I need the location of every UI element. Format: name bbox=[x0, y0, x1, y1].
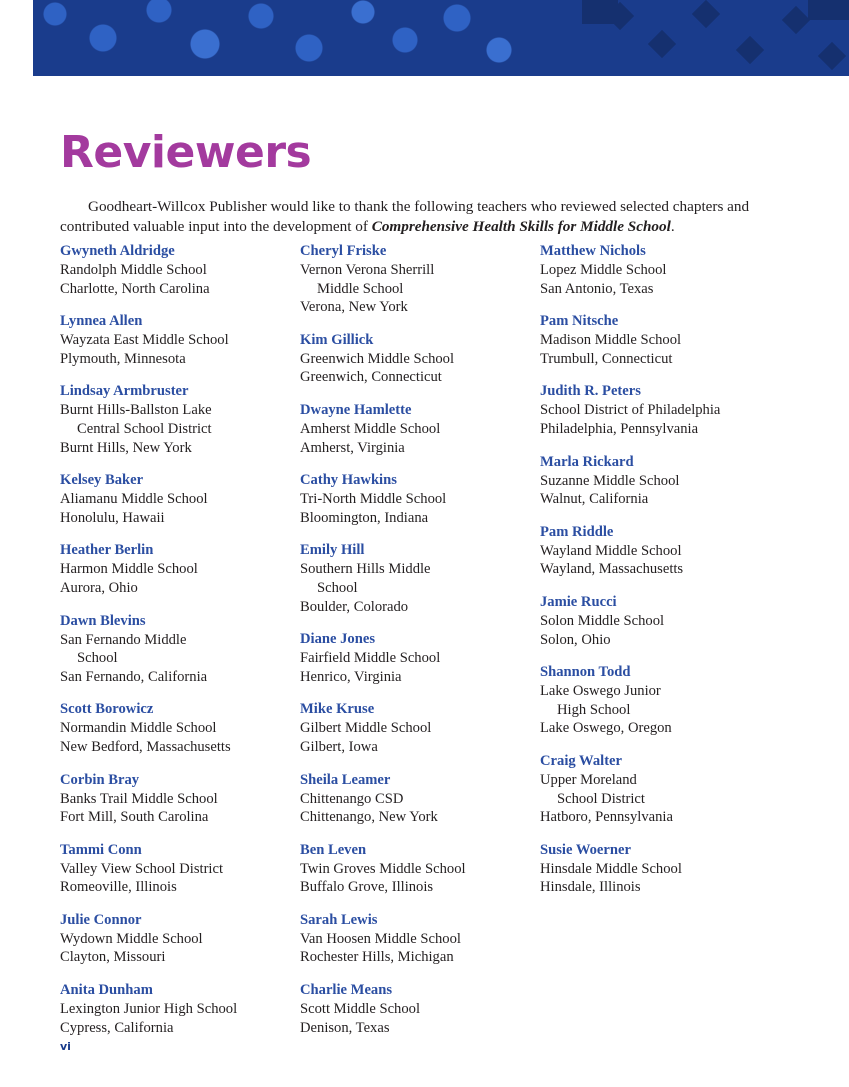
reviewer-affiliation-line: Buffalo Grove, Illinois bbox=[300, 879, 434, 896]
header-band-left-margin bbox=[0, 0, 33, 76]
page-number: vi bbox=[60, 1040, 71, 1053]
reviewer-entry bbox=[60, 242, 300, 298]
reviewer-entry bbox=[60, 541, 300, 597]
page-title: Reviewers bbox=[60, 127, 312, 179]
reviewer-name: Diane Jones bbox=[300, 631, 375, 648]
reviewer-affiliation-line: Valley View School District bbox=[60, 860, 224, 877]
reviewer-affiliation-line: Clayton, Missouri bbox=[60, 949, 166, 966]
reviewer-affiliation-line: Madison Middle School bbox=[540, 332, 682, 349]
reviewer-name: Shannon Todd bbox=[540, 664, 631, 681]
reviewer-name: Heather Berlin bbox=[60, 542, 154, 559]
reviewer-affiliation-line: Henrico, Virginia bbox=[300, 668, 402, 685]
reviewer-name: Sheila Leamer bbox=[300, 771, 391, 788]
reviewer-affiliation-line: Aliamanu Middle School bbox=[60, 491, 208, 508]
reviewer-name: Cheryl Friske bbox=[300, 243, 387, 259]
reviewer-name: Dawn Blevins bbox=[60, 612, 146, 629]
reviewer-entry bbox=[540, 312, 780, 368]
reviewer-entry bbox=[540, 752, 780, 827]
reviewer-affiliation-line: Philadelphia, Pennsylvania bbox=[540, 420, 699, 437]
reviewer-affiliation-line: Hinsdale Middle School bbox=[540, 860, 682, 877]
reviewer-name: Marla Rickard bbox=[540, 453, 634, 470]
reviewer-affiliation-line: Suzanne Middle School bbox=[540, 472, 680, 489]
reviewer-affiliation-line: San Fernando Middle bbox=[60, 631, 187, 648]
reviewer-name: Susie Woerner bbox=[540, 841, 631, 858]
reviewer-affiliation-line: Trumbull, Connecticut bbox=[540, 350, 673, 367]
reviewer-affiliation-line: San Antonio, Texas bbox=[540, 280, 654, 297]
reviewer-affiliation-line: Lake Oswego, Oregon bbox=[540, 720, 672, 737]
reviewer-name: Ben Leven bbox=[300, 841, 367, 858]
reviewer-affiliation-line: Upper Moreland bbox=[540, 771, 637, 788]
reviewer-affiliation-line: School bbox=[317, 579, 358, 596]
reviewer-entry bbox=[300, 242, 540, 317]
reviewer-affiliation-line: Bloomington, Indiana bbox=[300, 509, 429, 526]
reviewer-affiliation-line: Greenwich, Connecticut bbox=[300, 369, 442, 386]
header-block-2 bbox=[808, 0, 849, 20]
reviewer-column bbox=[300, 242, 540, 1051]
reviewer-affiliation-line: School bbox=[77, 650, 118, 667]
reviewer-entry bbox=[300, 541, 540, 616]
reviewer-entry bbox=[540, 453, 780, 509]
reviewer-affiliation-line: Solon, Ohio bbox=[540, 631, 611, 648]
reviewer-affiliation-line: Wayland, Massachusetts bbox=[540, 561, 684, 578]
reviewer-affiliation-line: Verona, New York bbox=[300, 299, 408, 316]
reviewer-affiliation-line: Solon Middle School bbox=[540, 612, 665, 629]
reviewer-affiliation-line: Banks Trail Middle School bbox=[60, 790, 218, 807]
reviewer-entry bbox=[540, 382, 780, 438]
reviewer-entry bbox=[540, 242, 780, 298]
reviewer-affiliation-line: Boulder, Colorado bbox=[300, 598, 409, 615]
reviewer-affiliation-line: Amherst Middle School bbox=[300, 420, 441, 437]
reviewer-entry bbox=[60, 841, 300, 897]
reviewer-affiliation-line: Harmon Middle School bbox=[60, 561, 198, 578]
reviewer-entry bbox=[540, 593, 780, 649]
reviewer-entry bbox=[300, 771, 540, 827]
reviewer-entry bbox=[300, 630, 540, 686]
reviewer-affiliation-line: Middle School bbox=[317, 280, 404, 297]
reviewer-name: Cathy Hawkins bbox=[300, 472, 397, 489]
reviewer-name: Scott Borowicz bbox=[60, 701, 154, 718]
reviewer-affiliation-line: Lake Oswego Junior bbox=[540, 683, 661, 700]
reviewer-affiliation-line: Walnut, California bbox=[540, 491, 649, 508]
reviewer-name: Lindsay Armbruster bbox=[60, 383, 189, 400]
reviewer-affiliation-line: Burnt Hills-Ballston Lake bbox=[60, 402, 212, 419]
reviewer-entry bbox=[540, 523, 780, 579]
reviewer-affiliation-line: Central School District bbox=[77, 420, 212, 437]
reviewer-column bbox=[540, 242, 780, 1051]
reviewer-affiliation-line: Charlotte, North Carolina bbox=[60, 280, 210, 297]
reviewer-name: Lynnea Allen bbox=[60, 313, 143, 330]
reviewer-affiliation-line: Scott Middle School bbox=[300, 1001, 420, 1018]
reviewer-affiliation-line: Hatboro, Pennsylvania bbox=[540, 809, 673, 826]
reviewer-entry bbox=[300, 331, 540, 387]
reviewer-affiliation-line: Van Hoosen Middle School bbox=[300, 930, 461, 947]
reviewer-affiliation-line: Wayzata East Middle School bbox=[60, 332, 229, 349]
reviewer-affiliation-line: Wydown Middle School bbox=[60, 930, 203, 947]
header-diamond-pattern bbox=[600, 0, 849, 76]
reviewer-name: Gwyneth Aldridge bbox=[60, 243, 175, 259]
reviewer-affiliation-line: Randolph Middle School bbox=[60, 262, 207, 278]
reviewer-name: Julie Connor bbox=[60, 911, 142, 928]
reviewer-name: Sarah Lewis bbox=[300, 911, 378, 928]
reviewer-affiliation-line: Rochester Hills, Michigan bbox=[300, 949, 454, 966]
book-title: Comprehensive Health Skills for Middle School bbox=[371, 218, 671, 236]
header-block-1 bbox=[582, 0, 618, 24]
reviewer-name: Pam Nitsche bbox=[540, 313, 619, 330]
reviewer-affiliation-line: High School bbox=[557, 701, 631, 718]
reviewer-affiliation-line: School District of Philadelphia bbox=[540, 402, 721, 419]
reviewer-entry bbox=[540, 663, 780, 738]
reviewer-affiliation-line: Chittenango, New York bbox=[300, 809, 438, 826]
reviewer-name: Kim Gillick bbox=[300, 331, 374, 348]
reviewer-affiliation-line: Southern Hills Middle bbox=[300, 561, 431, 578]
reviewer-entry bbox=[300, 841, 540, 897]
reviewer-name: Kelsey Baker bbox=[60, 472, 144, 489]
reviewer-affiliation-line: Vernon Verona Sherrill bbox=[300, 262, 435, 278]
reviewer-affiliation-line: Cypress, California bbox=[60, 1019, 174, 1036]
reviewer-affiliation-line: Burnt Hills, New York bbox=[60, 439, 192, 456]
intro-paragraph bbox=[60, 197, 770, 237]
reviewer-entry bbox=[60, 700, 300, 756]
reviewer-affiliation-line: Denison, Texas bbox=[300, 1019, 390, 1036]
reviewer-affiliation-line: Wayland Middle School bbox=[540, 542, 682, 559]
reviewer-entry bbox=[60, 771, 300, 827]
reviewer-name: Tammi Conn bbox=[60, 841, 142, 858]
reviewer-name: Corbin Bray bbox=[60, 771, 140, 788]
header-dot-pattern bbox=[33, 0, 513, 76]
reviewer-affiliation-line: Twin Groves Middle School bbox=[300, 860, 466, 877]
reviewer-entry bbox=[540, 841, 780, 897]
intro-text-part1: Goodheart-Willcox Publisher would like to thank the following teachers who reviewed selected chapters and contributed valuable input into the development of bbox=[60, 198, 750, 236]
reviewer-name: Matthew Nichols bbox=[540, 243, 646, 259]
reviewer-affiliation-line: Fort Mill, South Carolina bbox=[60, 809, 209, 826]
reviewer-affiliation-line: Honolulu, Hawaii bbox=[60, 509, 165, 526]
reviewer-affiliation-line: Fairfield Middle School bbox=[300, 650, 441, 667]
reviewer-name: Jamie Rucci bbox=[540, 593, 617, 610]
reviewer-name: Pam Riddle bbox=[540, 523, 614, 540]
reviewer-entry bbox=[300, 471, 540, 527]
reviewer-entry bbox=[60, 612, 300, 687]
reviewer-affiliation-line: Chittenango CSD bbox=[300, 790, 404, 807]
reviewer-entry bbox=[60, 471, 300, 527]
reviewer-name: Dwayne Hamlette bbox=[300, 401, 412, 418]
reviewer-affiliation-line: Tri-North Middle School bbox=[300, 491, 447, 508]
reviewer-affiliation-line: Gilbert Middle School bbox=[300, 720, 432, 737]
reviewer-affiliation-line: Lopez Middle School bbox=[540, 262, 667, 278]
reviewer-affiliation-line: Normandin Middle School bbox=[60, 720, 217, 737]
reviewer-entry bbox=[60, 312, 300, 368]
reviewer-affiliation-line: Amherst, Virginia bbox=[300, 439, 405, 456]
page-header-band bbox=[0, 0, 849, 76]
reviewer-name: Emily Hill bbox=[300, 542, 365, 559]
reviewer-name: Charlie Means bbox=[300, 982, 393, 999]
reviewer-name: Judith R. Peters bbox=[540, 383, 641, 400]
reviewer-name: Craig Walter bbox=[540, 752, 623, 769]
reviewer-affiliation-line: Gilbert, Iowa bbox=[300, 738, 378, 755]
reviewer-affiliation-line: Greenwich Middle School bbox=[300, 350, 455, 367]
reviewer-columns bbox=[60, 242, 790, 1051]
reviewer-entry bbox=[300, 401, 540, 457]
reviewer-entry bbox=[60, 911, 300, 967]
reviewer-affiliation-line: Lexington Junior High School bbox=[60, 1001, 238, 1018]
intro-text-part2: . bbox=[670, 218, 675, 236]
reviewer-affiliation-line: Aurora, Ohio bbox=[60, 579, 138, 596]
reviewer-affiliation-line: Romeoville, Illinois bbox=[60, 879, 177, 896]
reviewer-affiliation-line: Plymouth, Minnesota bbox=[60, 350, 186, 367]
reviewer-entry bbox=[60, 382, 300, 457]
reviewer-entry bbox=[300, 981, 540, 1037]
reviewer-entry bbox=[300, 700, 540, 756]
reviewer-name: Mike Kruse bbox=[300, 701, 375, 718]
reviewer-affiliation-line: San Fernando, California bbox=[60, 668, 208, 685]
reviewer-affiliation-line: School District bbox=[557, 790, 645, 807]
reviewer-entry bbox=[300, 911, 540, 967]
reviewer-affiliation-line: New Bedford, Massachusetts bbox=[60, 738, 231, 755]
reviewer-name: Anita Dunham bbox=[60, 982, 153, 999]
reviewer-entry bbox=[60, 981, 300, 1037]
reviewer-affiliation-line: Hinsdale, Illinois bbox=[540, 879, 641, 896]
reviewer-column bbox=[60, 242, 300, 1051]
